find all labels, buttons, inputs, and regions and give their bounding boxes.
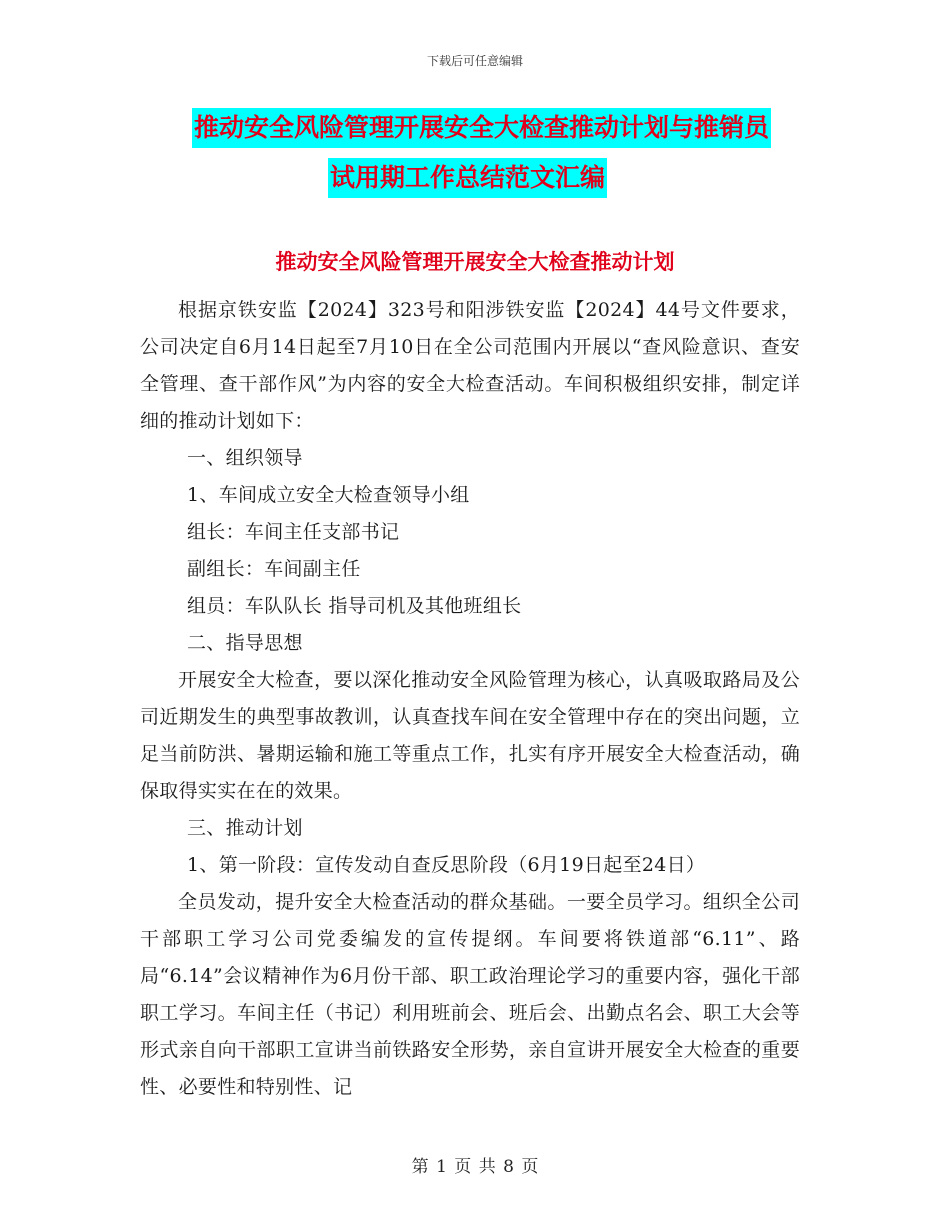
- page-header-note: 下载后可任意编辑: [426, 54, 523, 68]
- list-item-deputy-leader: 副组长：车间副主任: [187, 558, 361, 580]
- list-item-leader: 组长：车间主任支部书记: [187, 521, 400, 543]
- heading-plan: 三、推动计划: [187, 817, 303, 839]
- document-title-line-2: 试用期工作总结范文汇编: [328, 158, 607, 198]
- paragraph-guiding-thought: 开展安全大检查，要以深化推动安全风险管理为核心，认真吸取路局及公司近期发生的典型事故教训，认真查找车间在安全管理中存在的突出问题，立足当前防洪、暑期运输和施工等重点工作，扎实有序开展安全大检查活动，确保取得实实在在的效果。: [140, 669, 800, 802]
- paragraph-intro: 根据京铁安监【2024】323号和阳涉铁安监【2024】44号文件要求，公司决定自6月14日起至7月10日在全公司范围内开展以“查风险意识、查安全管理、查干部作风”为内容的安全大检查活动。车间积极组织安排，制定详细的推动计划如下：: [140, 299, 800, 432]
- paragraph-phase-one: 全员发动，提升安全大检查活动的群众基础。一要全员学习。组织全公司干部职工学习公司党委编发的宣传提纲。车间要将铁道部“6.11”、路局“6.14”会议精神作为6月份干部、职工政治理论学习的重要内容，强化干部职工学习。车间主任（书记）利用班前会、班后会、出勤点名会、职工大会等形式亲自向干部职工宣讲当前铁路安全形势，亲自宣讲开展安全大检查的重要性、必要性和特别性、记: [140, 891, 800, 1098]
- list-item-phase-one: 1、第一阶段：宣传发动自查反思阶段（6月19日起至24日）: [187, 854, 706, 876]
- list-item-leading-group: 1、车间成立安全大检查领导小组: [187, 484, 470, 506]
- list-item-members: 组员：车队队长 指导司机及其他班组长: [187, 595, 522, 617]
- heading-guiding-thought: 二、指导思想: [187, 632, 303, 654]
- document-title: [190, 108, 830, 198]
- heading-organization: 一、组织领导: [187, 447, 303, 469]
- document-body: [140, 292, 800, 1106]
- document-title-line-1: 推动安全风险管理开展安全大检查推动计划与推销员: [192, 108, 771, 148]
- page-footer-number: 第 1 页 共 8 页: [411, 1157, 539, 1177]
- section-title: 推动安全风险管理开展安全大检查推动计划: [275, 249, 675, 274]
